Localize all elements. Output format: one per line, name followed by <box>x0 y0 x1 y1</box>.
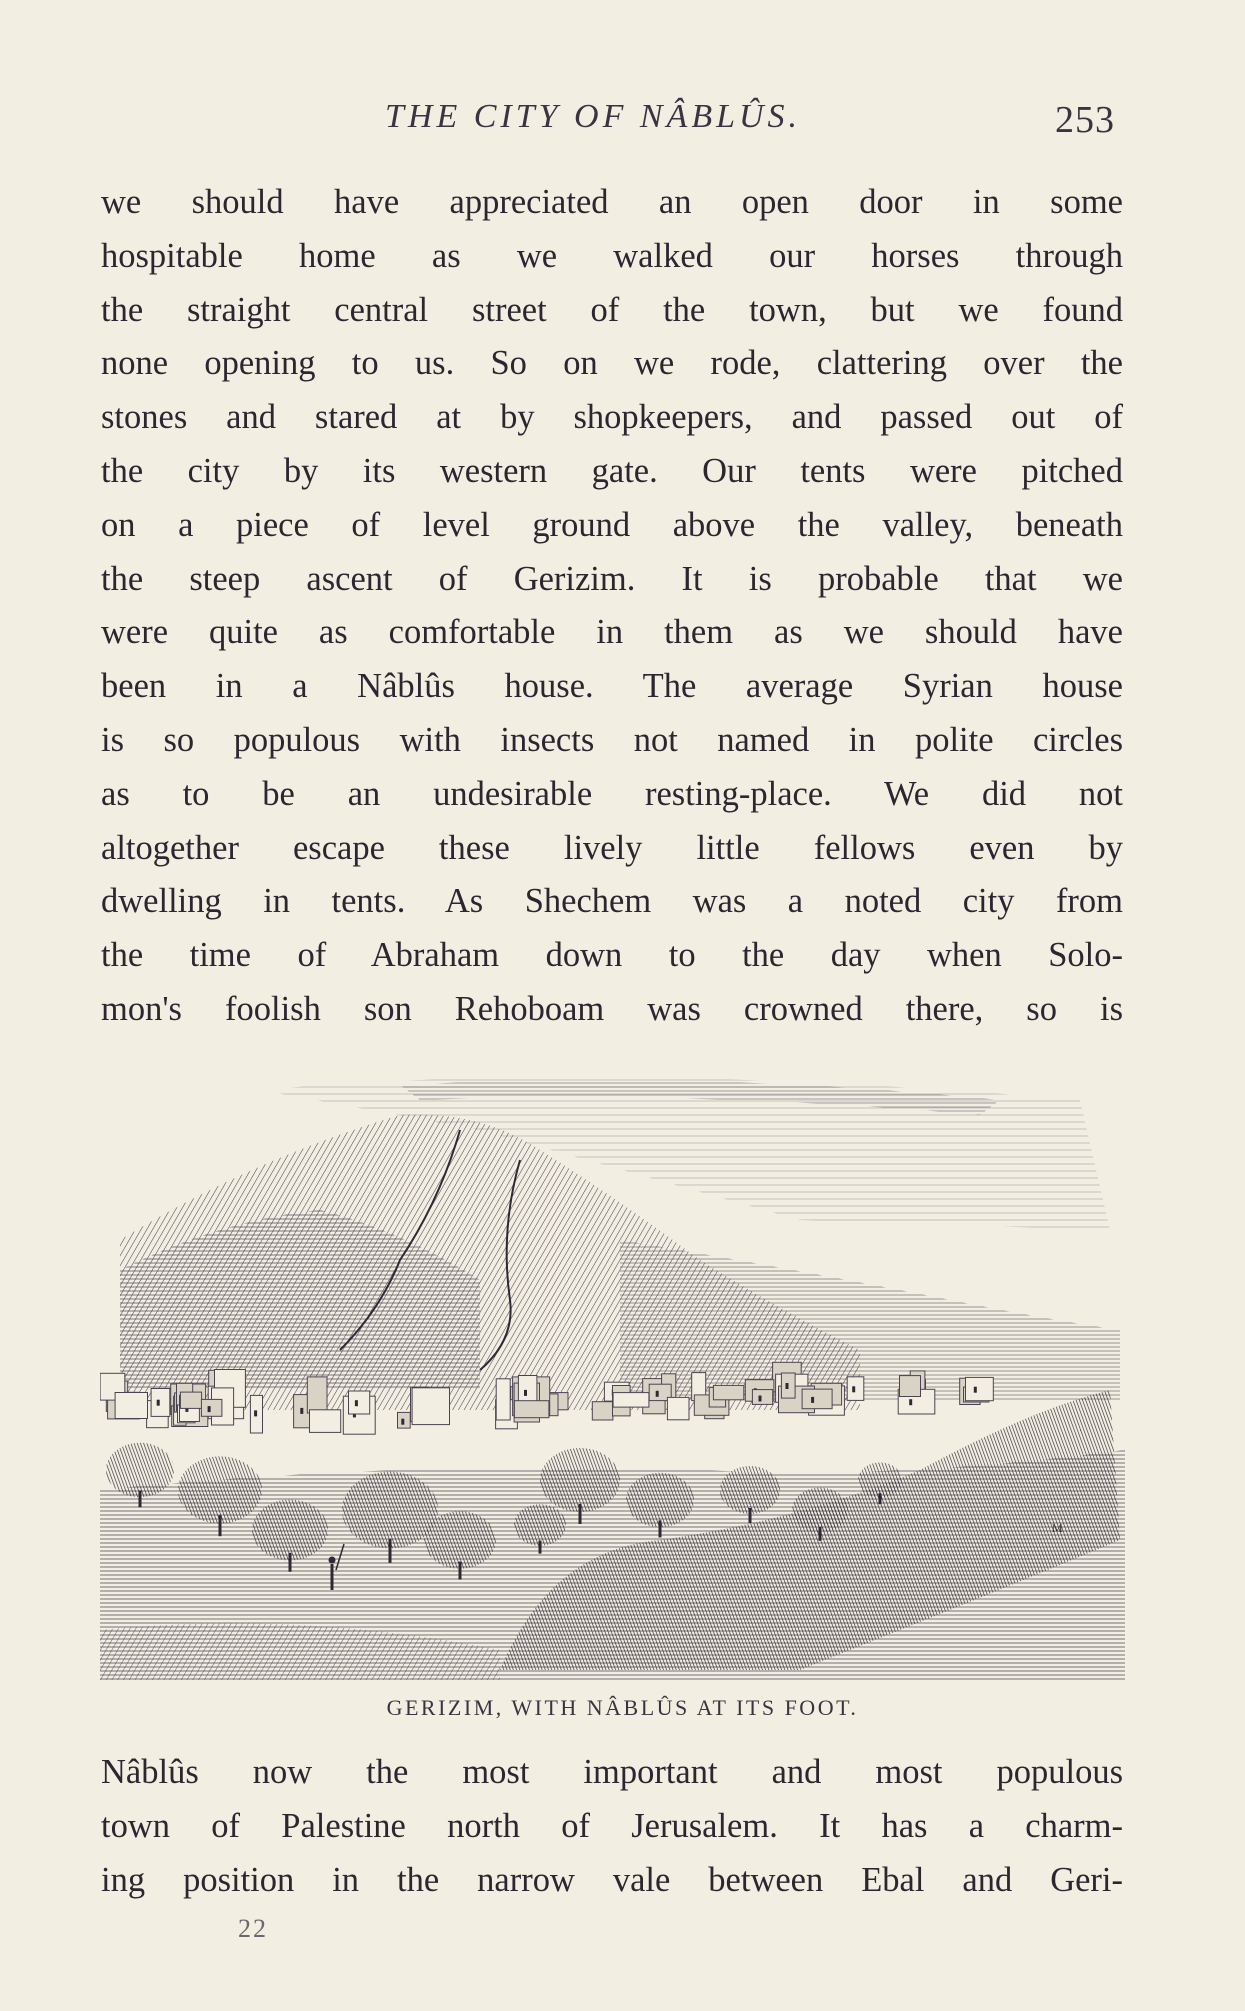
text-line: stones and stared at by shopkeepers, and passed out of <box>101 398 1123 437</box>
town-building <box>514 1401 549 1418</box>
town-building <box>151 1389 170 1417</box>
building-window <box>759 1396 762 1402</box>
town-building <box>349 1391 370 1414</box>
building-window <box>401 1419 404 1425</box>
olive-tree <box>424 1511 496 1569</box>
text-line: as to be an undesirable resting-place. We did not <box>101 774 1123 813</box>
town-building <box>613 1393 649 1408</box>
text-line: on a piece of level ground above the valley, beneath <box>101 505 1123 544</box>
town-building <box>802 1389 832 1409</box>
olive-tree <box>514 1504 566 1546</box>
text-line: the straight central street of the town, but we found <box>101 290 1123 329</box>
building-window <box>852 1386 855 1392</box>
town-building <box>900 1376 921 1397</box>
town-building <box>201 1399 222 1416</box>
engraving-illustration <box>100 1070 1125 1680</box>
building-window <box>524 1390 527 1396</box>
text-line: been in a Nâblûs house. The average Syrian house <box>101 667 1123 706</box>
text-line: altogether escape these lively little fellows even by <box>101 828 1123 867</box>
body-text-top <box>101 176 1123 1037</box>
building-window <box>300 1408 303 1414</box>
olive-tree <box>720 1466 780 1514</box>
town-building <box>847 1377 864 1401</box>
building-window <box>974 1387 977 1393</box>
engraver-mark: M <box>1052 1521 1063 1535</box>
text-line: were quite as comfortable in them as we should have <box>101 613 1123 652</box>
signature-mark: 22 <box>238 1914 268 1943</box>
text-line: town of Palestine north of Jerusalem. It has a charm- <box>101 1806 1123 1845</box>
text-line: hospitable home as we walked our horses through <box>101 236 1123 275</box>
running-head <box>0 98 1245 148</box>
town-building <box>667 1397 689 1419</box>
town-building <box>115 1393 147 1419</box>
town-building <box>180 1392 201 1408</box>
page-number: 253 <box>1055 99 1115 141</box>
town-building <box>752 1390 772 1405</box>
town-building <box>310 1410 341 1433</box>
text-line: ing position in the narrow vale between Ebal and Geri- <box>101 1860 1123 1899</box>
text-line: is so populous with insects not named in polite circles <box>101 720 1123 759</box>
olive-tree <box>178 1456 262 1523</box>
olive-tree <box>106 1443 174 1497</box>
town-building <box>307 1377 327 1413</box>
town-building <box>412 1388 449 1425</box>
building-window <box>786 1383 789 1389</box>
engraving-svg <box>100 1070 1125 1680</box>
building-window <box>355 1400 358 1406</box>
town-building <box>966 1377 994 1400</box>
building-window <box>811 1397 814 1403</box>
town-building <box>592 1402 613 1420</box>
text-line: none opening to us. So on we rode, clattering over the <box>101 344 1123 383</box>
building-window <box>656 1391 659 1397</box>
town-building <box>713 1385 743 1399</box>
text-line: Nâblûs now the most important and most populous <box>101 1753 1123 1791</box>
body-text-bottom <box>101 1746 1123 1907</box>
olive-tree <box>252 1500 328 1561</box>
building-window <box>157 1400 160 1406</box>
olive-tree <box>626 1473 694 1527</box>
text-line: we should have appreciated an open door in some <box>101 183 1123 221</box>
town-building <box>496 1379 510 1420</box>
building-window <box>208 1406 211 1412</box>
olive-tree <box>342 1472 438 1549</box>
figure-caption: GERIZIM, WITH NÂBLÛS AT ITS FOOT. <box>386 1695 859 1720</box>
text-line: mon's foolish son Rehoboam was crowned there, so is <box>101 989 1123 1028</box>
olive-tree <box>540 1448 620 1512</box>
text-line: the steep ascent of Gerizim. It is probable that we <box>101 559 1123 598</box>
text-line: dwelling in tents. As Shechem was a noted city from <box>101 882 1123 921</box>
running-title: THE CITY OF NÂBLÛS. <box>385 98 802 135</box>
text-line: the city by its western gate. Our tents were pitched <box>101 451 1123 490</box>
building-window <box>254 1410 257 1416</box>
building-window <box>909 1399 912 1405</box>
text-line: the time of Abraham down to the day when Solo- <box>101 936 1123 975</box>
